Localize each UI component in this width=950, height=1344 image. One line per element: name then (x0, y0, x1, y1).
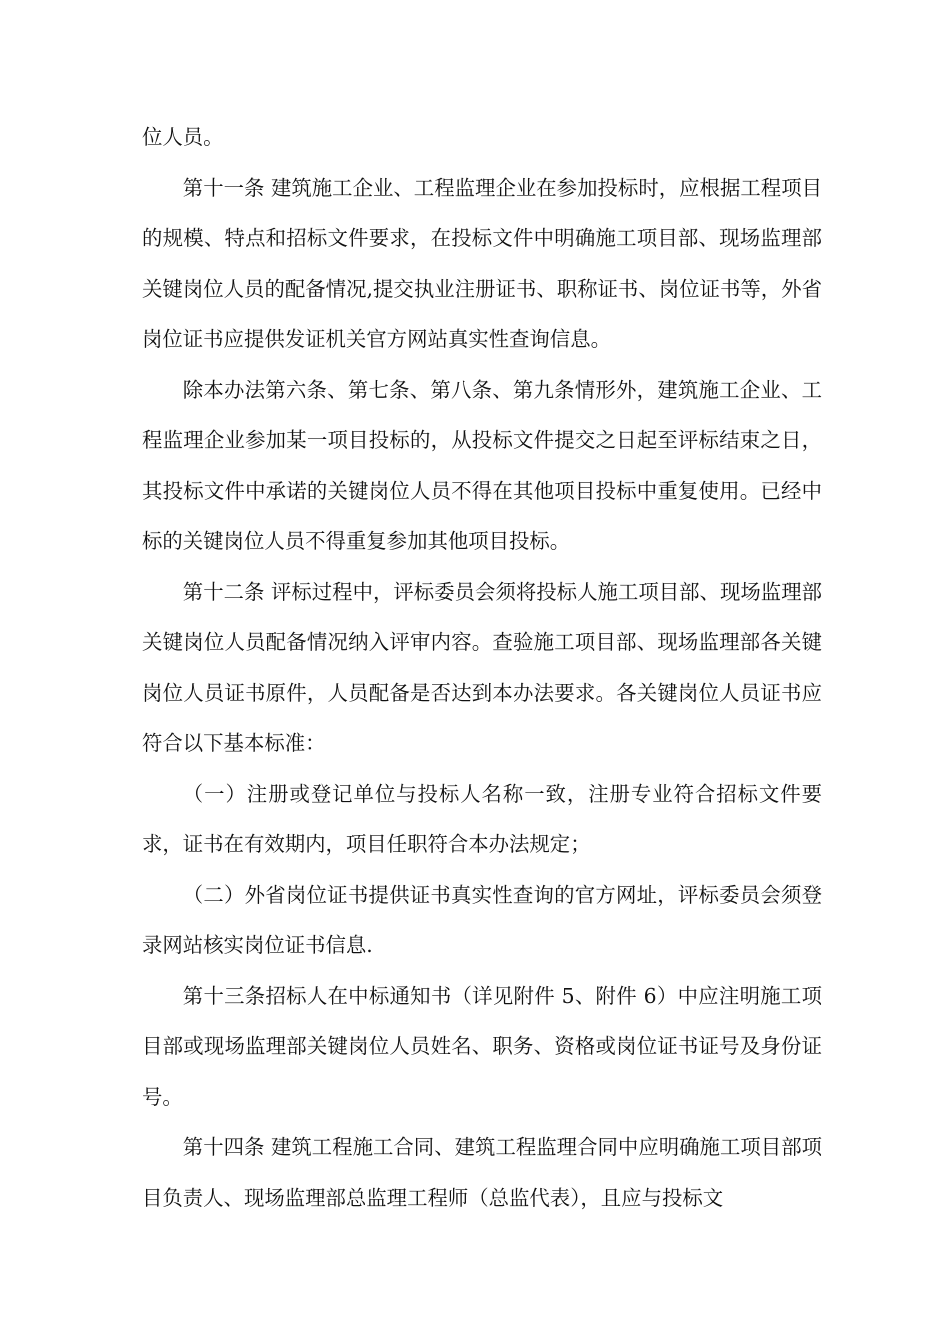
paragraph-article-14: 第十四条 建筑工程施工合同、建筑工程监理合同中应明确施工项目部项目负责人、现场监理部总监理工程师（总监代表），且应与投标文 (142, 1135, 822, 1210)
paragraph-continuation: 位人员。 (142, 125, 224, 149)
document-body (142, 112, 822, 1223)
paragraph-article-11-exception: 除本办法第六条、第七条、第八条、第九条情形外，建筑施工企业、工程监理企业参加某一项目投标的，从投标文件提交之日起至评标结束之日，其投标文件中承诺的关键岗位人员不得在其他项目投标中重复使用。已经中标的关键岗位人员不得重复参加其他项目投标。 (142, 377, 822, 553)
paragraph-article-13: 第十三条招标人在中标通知书（详见附件 5、附件 6）中应注明施工项目部或现场监理部关键岗位人员姓名、职务、资格或岗位证书证号及身份证号。 (142, 983, 822, 1109)
paragraph-article-11: 第十一条 建筑施工企业、工程监理企业在参加投标时，应根据工程项目的规模、特点和招标文件要求，在投标文件中明确施工项目部、现场监理部关键岗位人员的配备情况,提交执业注册证书、职称证书、岗位证书等，外省岗位证书应提供发证机关官方网站真实性查询信息。 (142, 175, 822, 351)
paragraph-standard-2: （二）外省岗位证书提供证书真实性查询的官方网址，评标委员会须登录网站核实岗位证书信息. (142, 882, 822, 957)
paragraph-standard-1: （一）注册或登记单位与投标人名称一致，注册专业符合招标文件要求，证书在有效期内，项目任职符合本办法规定； (142, 781, 822, 856)
paragraph-article-12: 第十二条 评标过程中，评标委员会须将投标人施工项目部、现场监理部关键岗位人员配备情况纳入评审内容。查验施工项目部、现场监理部各关键岗位人员证书原件，人员配备是否达到本办法要求。各关键岗位人员证书应符合以下基本标准： (142, 579, 822, 755)
